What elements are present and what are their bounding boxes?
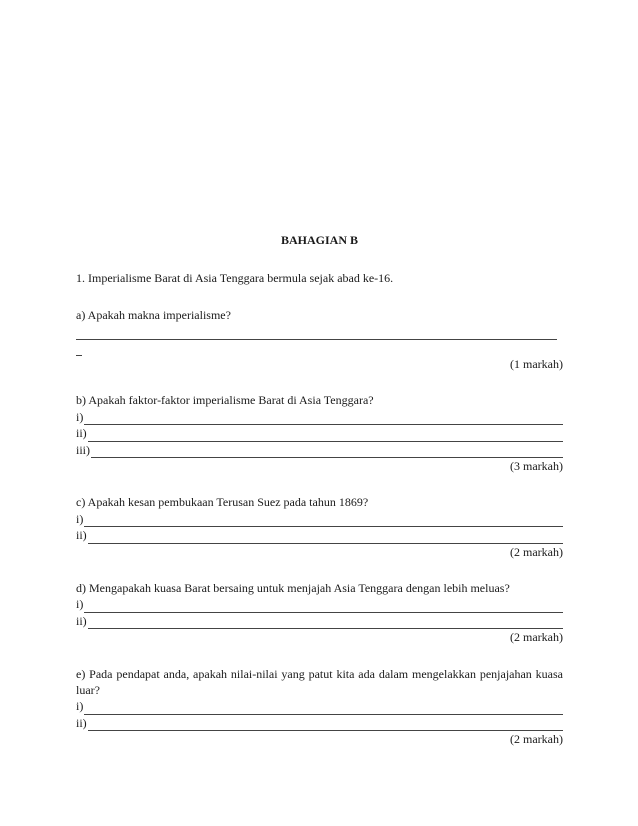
question-e-marks: (2 markah): [510, 732, 563, 747]
question-c-prompt: c) Apakah kesan pembukaan Terusan Suez pada tahun 1869?: [76, 495, 369, 510]
answer-label: i): [76, 699, 84, 714]
answer-rule: [88, 532, 563, 544]
answer-label: i): [76, 597, 84, 612]
question-b-prompt: b) Apakah faktor-faktor imperialisme Barat di Asia Tenggara?: [76, 393, 374, 408]
answer-rule: [76, 328, 557, 340]
answer-label: i): [76, 409, 84, 424]
question-stem: 1. Imperialisme Barat di Asia Tenggara bermula sejak abad ke-16.: [76, 271, 394, 286]
answer-label: iii): [76, 442, 90, 457]
question-e-prompt: e) Pada pendapat anda, apakah nilai-nilai yang patut kita ada dalam mengelakkan penjajahan kuasa luar?: [76, 666, 563, 697]
question-d-marks: (2 markah): [510, 630, 563, 645]
answer-rule: [91, 446, 563, 458]
question-c: [76, 494, 563, 560]
question-a-marks: (1 markah): [510, 357, 563, 371]
answer-line[interactable]: [76, 715, 563, 731]
question-b-marks: (3 markah): [510, 458, 563, 473]
answer-line[interactable]: [76, 613, 563, 629]
answer-rule: [88, 617, 563, 629]
answer-label: ii): [76, 715, 87, 730]
answer-line[interactable]: [76, 442, 563, 458]
answer-label: ii): [76, 426, 87, 441]
answer-rule: [88, 719, 563, 731]
answer-label: i): [76, 511, 84, 526]
answer-line[interactable]: [76, 698, 563, 714]
answer-rule: [88, 430, 563, 442]
answer-line[interactable]: [76, 425, 563, 441]
answer-label: ii): [76, 613, 87, 628]
answer-rule: [84, 601, 563, 613]
question-d-prompt: d) Mengapakah kuasa Barat bersaing untuk menjajah Asia Tenggara dengan lebih meluas?: [76, 580, 510, 595]
question-e: [76, 666, 563, 748]
question-a-prompt: a) Apakah makna imperialisme?: [76, 307, 231, 322]
answer-line-continuation[interactable]: [76, 340, 563, 356]
answer-line[interactable]: [76, 527, 563, 543]
question-c-marks: (2 markah): [510, 544, 563, 559]
answer-rule: [84, 413, 563, 425]
section-title: BAHAGIAN B: [280, 233, 358, 247]
answer-rule: [76, 344, 82, 356]
question-b: [76, 392, 563, 474]
question-a: [76, 307, 563, 373]
answer-rule: [84, 703, 563, 715]
answer-rule: [84, 515, 563, 527]
answer-line[interactable]: [76, 511, 563, 527]
answer-line[interactable]: [76, 596, 563, 612]
answer-line[interactable]: [76, 409, 563, 425]
worksheet-content: [76, 232, 563, 768]
question-d: [76, 580, 563, 646]
answer-line[interactable]: [76, 323, 563, 339]
answer-label: ii): [76, 528, 87, 543]
